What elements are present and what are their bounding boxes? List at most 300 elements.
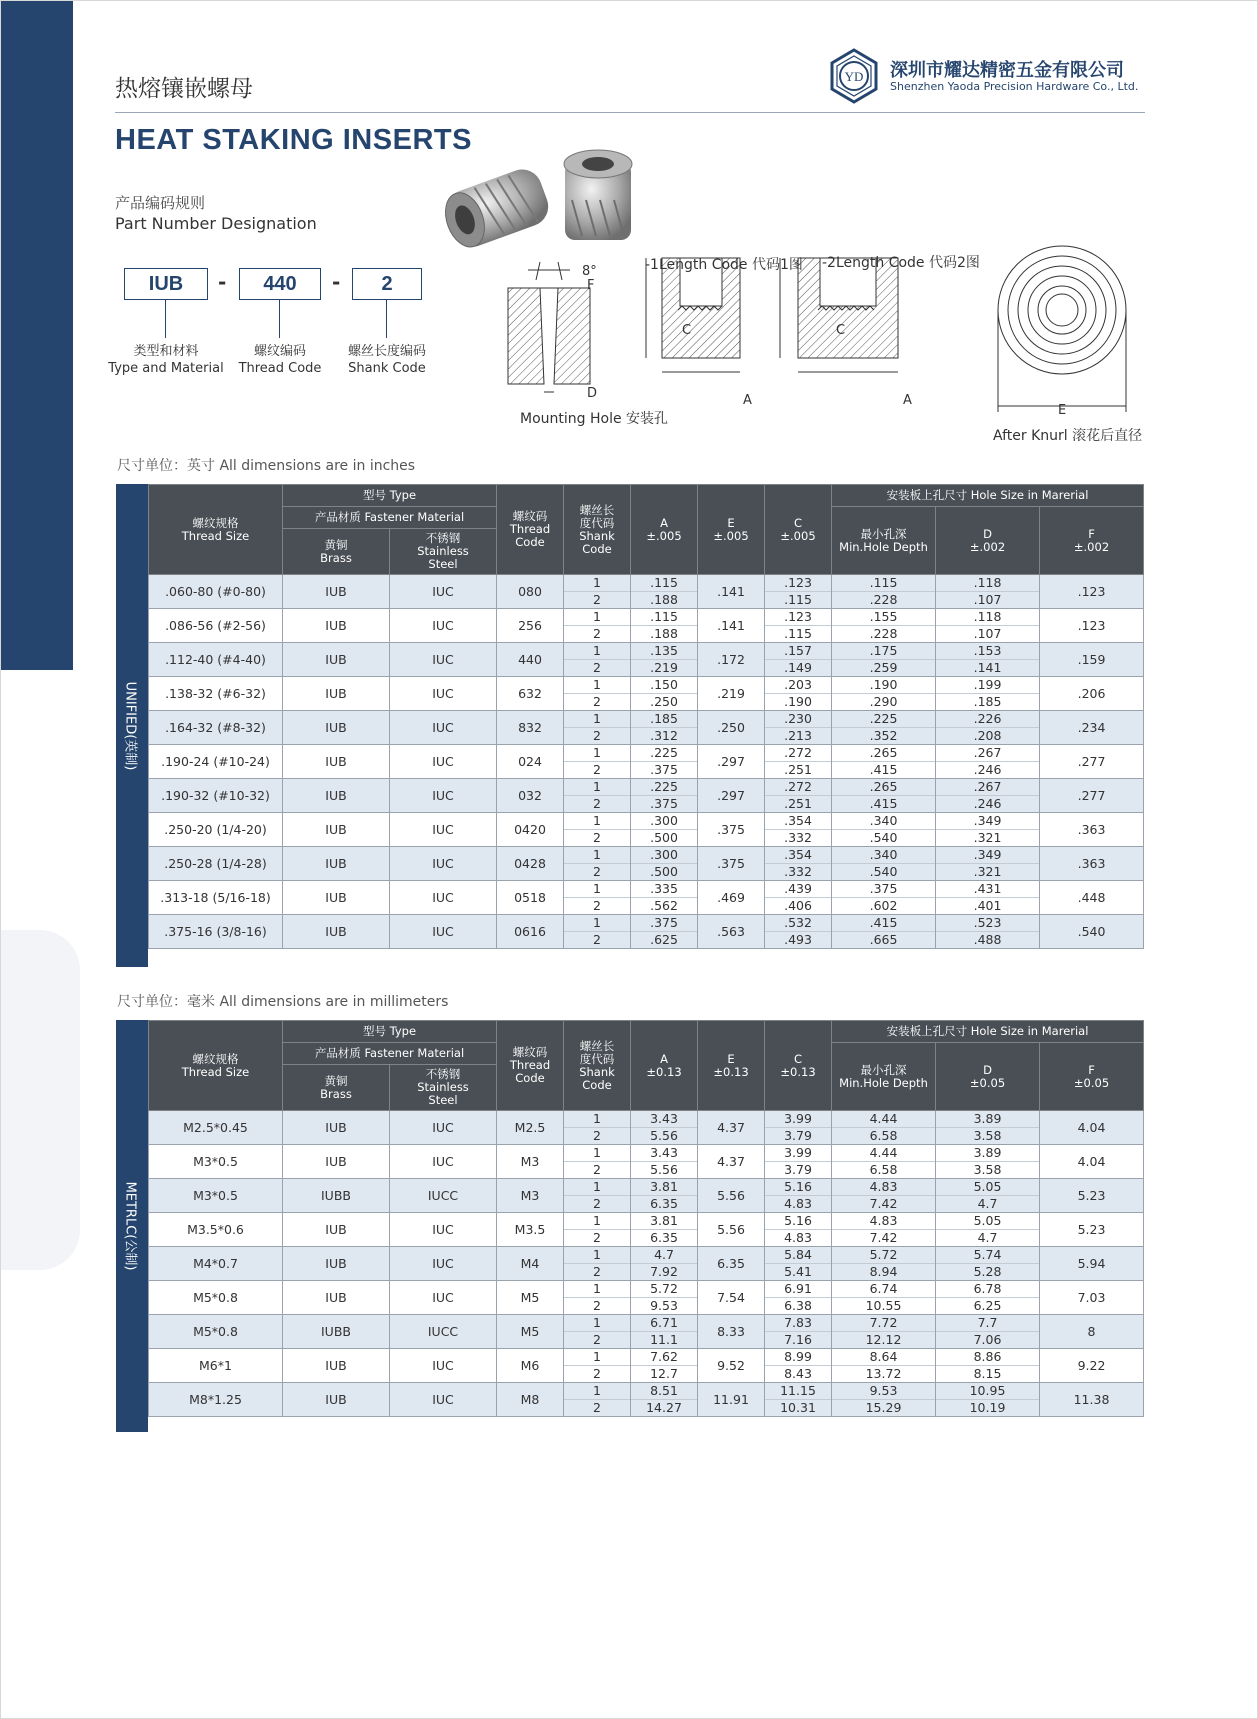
cell-stainless: IUC <box>390 847 497 881</box>
cell-a: .562 <box>631 898 698 915</box>
cell-a: .312 <box>631 728 698 745</box>
code-dash: - <box>218 270 227 294</box>
cell-min-depth: .259 <box>832 660 936 677</box>
table-row-group <box>149 847 1144 881</box>
cell-shank-code: 1 <box>564 1281 631 1298</box>
cell-e: .250 <box>698 711 765 745</box>
cell-thread-size: .190-32 (#10-32) <box>149 779 283 813</box>
cell-min-depth: 7.42 <box>832 1196 936 1213</box>
cell-a: .300 <box>631 847 698 864</box>
cell-a: .225 <box>631 745 698 762</box>
designation-heading-en: Part Number Designation <box>115 214 317 233</box>
cell-c: .123 <box>765 575 832 592</box>
cell-d: 8.15 <box>936 1366 1040 1383</box>
table-row-group <box>149 813 1144 847</box>
background-silhouette <box>0 930 80 1270</box>
cell-shank-code: 1 <box>564 1179 631 1196</box>
cell-a: 7.92 <box>631 1264 698 1281</box>
cell-c: 3.99 <box>765 1145 832 1162</box>
cell-f: 5.94 <box>1040 1247 1144 1281</box>
cell-min-depth: 13.72 <box>832 1366 936 1383</box>
cell-min-depth: 6.74 <box>832 1281 936 1298</box>
cell-f: .540 <box>1040 915 1144 949</box>
cell-min-depth: 8.64 <box>832 1349 936 1366</box>
cell-thread-code: M6 <box>497 1349 564 1383</box>
unified-spec-table <box>148 484 1144 949</box>
cell-shank-code: 1 <box>564 881 631 898</box>
cell-thread-size: M5*0.8 <box>149 1315 283 1349</box>
cell-thread-code: 632 <box>497 677 564 711</box>
cell-e: .297 <box>698 779 765 813</box>
cell-f: 4.04 <box>1040 1145 1144 1179</box>
company-name-en: Shenzhen Yaoda Precision Hardware Co., Ltd. <box>890 80 1139 93</box>
cell-f: 11.38 <box>1040 1383 1144 1417</box>
cell-min-depth: .225 <box>832 711 936 728</box>
cell-c: .354 <box>765 813 832 830</box>
cell-d: .246 <box>936 796 1040 813</box>
insert-photo-side <box>440 164 554 253</box>
angle-label: 8° <box>582 264 597 279</box>
cell-c: .203 <box>765 677 832 694</box>
cell-thread-code: 0616 <box>497 915 564 949</box>
cell-d: 7.06 <box>936 1332 1040 1349</box>
table-row-group <box>149 1247 1144 1281</box>
cell-c: .354 <box>765 847 832 864</box>
cell-c: .493 <box>765 932 832 949</box>
th-thread-code: 螺纹码 Thread Code <box>497 1021 564 1111</box>
cell-c: .149 <box>765 660 832 677</box>
cell-stainless: IUC <box>390 1349 497 1383</box>
cell-brass: IUB <box>283 1111 390 1145</box>
cell-a: 3.81 <box>631 1213 698 1230</box>
cell-d: .153 <box>936 643 1040 660</box>
dim-c-label: C <box>836 323 846 338</box>
cell-a: .500 <box>631 830 698 847</box>
cell-a: .375 <box>631 796 698 813</box>
cell-stainless: IUC <box>390 813 497 847</box>
cell-stainless: IUC <box>390 881 497 915</box>
cell-a: .375 <box>631 915 698 932</box>
code-box-type: IUB <box>124 268 208 300</box>
cell-e: 11.91 <box>698 1383 765 1417</box>
cell-min-depth: .265 <box>832 745 936 762</box>
cell-stainless: IUC <box>390 575 497 609</box>
th-material: 产品材质 Fastener Material <box>283 1043 497 1065</box>
cell-shank-code: 1 <box>564 609 631 626</box>
cell-c: .213 <box>765 728 832 745</box>
cell-thread-code: 440 <box>497 643 564 677</box>
cell-f: .277 <box>1040 745 1144 779</box>
cell-shank-code: 2 <box>564 1400 631 1417</box>
cell-min-depth: .540 <box>832 830 936 847</box>
cell-d: .349 <box>936 813 1040 830</box>
table-row-group <box>149 1349 1144 1383</box>
cell-shank-code: 2 <box>564 660 631 677</box>
cell-thread-size: .250-20 (1/4-20) <box>149 813 283 847</box>
designation-heading-cn: 产品编码规则 <box>115 194 206 212</box>
dim-c-label: C <box>682 323 692 338</box>
cell-shank-code: 2 <box>564 694 631 711</box>
length-code-2-label: -2Length Code 代码2图 <box>822 255 980 271</box>
cell-thread-size: .138-32 (#6-32) <box>149 677 283 711</box>
length-code-1-label: -1Length Code 代码1图 <box>645 257 803 273</box>
cell-shank-code: 1 <box>564 1315 631 1332</box>
th-type: 型号 Type <box>283 485 497 507</box>
cell-c: .115 <box>765 592 832 609</box>
cell-shank-code: 2 <box>564 592 631 609</box>
th-shank-code: 螺丝长 度代码 Shank Code <box>564 1021 631 1111</box>
cell-min-depth: .228 <box>832 626 936 643</box>
cell-a: 8.51 <box>631 1383 698 1400</box>
cell-stainless: IUC <box>390 1213 497 1247</box>
cell-shank-code: 1 <box>564 1349 631 1366</box>
cell-min-depth: .602 <box>832 898 936 915</box>
cell-d: .321 <box>936 864 1040 881</box>
cell-a: 9.53 <box>631 1298 698 1315</box>
cell-shank-code: 2 <box>564 762 631 779</box>
cell-min-depth: .415 <box>832 762 936 779</box>
cell-e: .141 <box>698 575 765 609</box>
table-row-group <box>149 677 1144 711</box>
cell-c: .439 <box>765 881 832 898</box>
mounting-hole-label: Mounting Hole 安装孔 <box>520 411 669 427</box>
cell-e: .375 <box>698 813 765 847</box>
cell-a: 4.7 <box>631 1247 698 1264</box>
th-f: F ±.002 <box>1040 507 1144 575</box>
cell-f: 8 <box>1040 1315 1144 1349</box>
cell-shank-code: 2 <box>564 626 631 643</box>
cell-brass: IUB <box>283 847 390 881</box>
cell-min-depth: 10.55 <box>832 1298 936 1315</box>
cell-thread-code: 0518 <box>497 881 564 915</box>
cell-brass: IUB <box>283 915 390 949</box>
table-row-group <box>149 745 1144 779</box>
cell-thread-code: 0428 <box>497 847 564 881</box>
cell-shank-code: 2 <box>564 830 631 847</box>
cell-c: .332 <box>765 830 832 847</box>
main-title: HEAT STAKING INSERTS <box>115 124 472 156</box>
cell-d: .523 <box>936 915 1040 932</box>
cell-e: .563 <box>698 915 765 949</box>
cell-stainless: IUC <box>390 1111 497 1145</box>
cell-min-depth: .155 <box>832 609 936 626</box>
cell-c: 6.38 <box>765 1298 832 1315</box>
cell-min-depth: .415 <box>832 915 936 932</box>
cell-c: 4.83 <box>765 1230 832 1247</box>
cell-e: 4.37 <box>698 1111 765 1145</box>
cell-c: 5.84 <box>765 1247 832 1264</box>
cell-shank-code: 2 <box>564 1366 631 1383</box>
cell-shank-code: 2 <box>564 898 631 915</box>
cell-brass: IUB <box>283 779 390 813</box>
cell-d: .118 <box>936 609 1040 626</box>
cell-a: .225 <box>631 779 698 796</box>
code-label-en: Shank Code <box>348 361 426 376</box>
th-c: C ±0.13 <box>765 1021 832 1111</box>
cell-f: .159 <box>1040 643 1144 677</box>
unit-note-mm: 尺寸单位：毫米 All dimensions are in millimeters <box>117 994 449 1010</box>
cell-d: 6.78 <box>936 1281 1040 1298</box>
cell-shank-code: 1 <box>564 745 631 762</box>
cell-d: 5.74 <box>936 1247 1040 1264</box>
table-row-group <box>149 881 1144 915</box>
page-title-cn: 热熔镶嵌螺母 <box>115 76 253 102</box>
metric-table-section <box>116 1020 1143 1432</box>
cell-min-depth: 4.83 <box>832 1179 936 1196</box>
cell-min-depth: .290 <box>832 694 936 711</box>
cell-a: 3.81 <box>631 1179 698 1196</box>
cell-d: .401 <box>936 898 1040 915</box>
code-label-cn: 螺丝长度编码 <box>347 344 426 359</box>
metric-spec-table <box>148 1020 1144 1417</box>
th-stainless: 不锈钢 Stainless Steel <box>390 529 497 575</box>
cell-thread-code: M5 <box>497 1281 564 1315</box>
cell-c: 4.83 <box>765 1196 832 1213</box>
th-min-depth: 最小孔深 Min.Hole Depth <box>832 1043 936 1111</box>
cell-a: 6.35 <box>631 1230 698 1247</box>
cell-stainless: IUC <box>390 643 497 677</box>
code-label-shank <box>317 343 457 377</box>
table-row-group <box>149 609 1144 643</box>
cell-thread-code: 832 <box>497 711 564 745</box>
after-knurl-drawing <box>998 246 1126 412</box>
cell-c: 3.99 <box>765 1111 832 1128</box>
cell-min-depth: 4.44 <box>832 1111 936 1128</box>
cell-shank-code: 2 <box>564 1332 631 1349</box>
cell-a: .150 <box>631 677 698 694</box>
cell-brass: IUB <box>283 1281 390 1315</box>
cell-shank-code: 1 <box>564 1145 631 1162</box>
cell-e: 4.37 <box>698 1145 765 1179</box>
cell-d: .199 <box>936 677 1040 694</box>
code-label-en: Type and Material <box>108 361 224 376</box>
cell-brass: IUB <box>283 575 390 609</box>
dim-f-label: F <box>587 278 595 293</box>
cell-c: 6.91 <box>765 1281 832 1298</box>
cell-a: 6.71 <box>631 1315 698 1332</box>
cell-c: .251 <box>765 796 832 813</box>
cell-a: .375 <box>631 762 698 779</box>
table-row-group <box>149 779 1144 813</box>
th-thread-code: 螺纹码 Thread Code <box>497 485 564 575</box>
insert-photo-front <box>564 150 632 240</box>
cell-d: 5.28 <box>936 1264 1040 1281</box>
cell-c: 5.16 <box>765 1179 832 1196</box>
table-row-group <box>149 575 1144 609</box>
table-row-group <box>149 1145 1144 1179</box>
cell-brass: IUBB <box>283 1179 390 1213</box>
unit-note-inches: 尺寸单位：英寸 All dimensions are in inches <box>117 458 416 474</box>
cell-a: .300 <box>631 813 698 830</box>
cell-shank-code: 1 <box>564 575 631 592</box>
cell-d: .488 <box>936 932 1040 949</box>
table-row-group <box>149 711 1144 745</box>
cell-a: 3.43 <box>631 1145 698 1162</box>
cell-d: 5.05 <box>936 1213 1040 1230</box>
cell-thread-code: M3 <box>497 1145 564 1179</box>
cell-thread-size: M6*1 <box>149 1349 283 1383</box>
cell-e: 8.33 <box>698 1315 765 1349</box>
code-label-en: Thread Code <box>238 361 322 376</box>
cell-a: .500 <box>631 864 698 881</box>
cell-c: 7.83 <box>765 1315 832 1332</box>
th-brass: 黄铜 Brass <box>283 529 390 575</box>
cell-e: 7.54 <box>698 1281 765 1315</box>
length-code-1-drawing <box>646 258 740 372</box>
cell-min-depth: .340 <box>832 847 936 864</box>
th-material: 产品材质 Fastener Material <box>283 507 497 529</box>
cell-thread-code: M3.5 <box>497 1213 564 1247</box>
cell-a: 7.62 <box>631 1349 698 1366</box>
table-row-group <box>149 1111 1144 1145</box>
cell-d: 10.19 <box>936 1400 1040 1417</box>
cell-d: .208 <box>936 728 1040 745</box>
technical-drawings <box>440 140 1160 440</box>
cell-thread-code: 256 <box>497 609 564 643</box>
cell-thread-size: .060-80 (#0-80) <box>149 575 283 609</box>
th-shank-code: 螺丝长 度代码 Shank Code <box>564 485 631 575</box>
cell-d: .118 <box>936 575 1040 592</box>
cell-a: .115 <box>631 609 698 626</box>
cell-d: .267 <box>936 779 1040 796</box>
cell-d: 6.25 <box>936 1298 1040 1315</box>
cell-stainless: IUC <box>390 915 497 949</box>
after-knurl-label: After Knurl 滚花后直径 <box>993 428 1143 444</box>
cell-f: 7.03 <box>1040 1281 1144 1315</box>
cell-a: .185 <box>631 711 698 728</box>
cell-a: .335 <box>631 881 698 898</box>
cell-brass: IUB <box>283 1383 390 1417</box>
company-name-cn: 深圳市耀达精密五金有限公司 <box>890 60 1124 81</box>
table-row-group <box>149 1213 1144 1247</box>
cell-thread-size: .250-28 (1/4-28) <box>149 847 283 881</box>
th-stainless: 不锈钢 Stainless Steel <box>390 1065 497 1111</box>
cell-d: 3.58 <box>936 1162 1040 1179</box>
cell-d: .226 <box>936 711 1040 728</box>
length-code-2-drawing <box>780 258 898 372</box>
cell-stainless: IUCC <box>390 1179 497 1213</box>
unified-side-label-text: UNIFIED(英制) <box>122 681 138 770</box>
cell-e: 5.56 <box>698 1213 765 1247</box>
cell-shank-code: 1 <box>564 677 631 694</box>
cell-stainless: IUC <box>390 1145 497 1179</box>
code-dash: - <box>332 270 341 294</box>
cell-shank-code: 2 <box>564 1128 631 1145</box>
cell-d: .267 <box>936 745 1040 762</box>
cell-shank-code: 1 <box>564 1383 631 1400</box>
table-row-group <box>149 1281 1144 1315</box>
cell-brass: IUB <box>283 643 390 677</box>
cell-c: .272 <box>765 779 832 796</box>
cell-min-depth: .265 <box>832 779 936 796</box>
cell-thread-size: .086-56 (#2-56) <box>149 609 283 643</box>
unified-side-label <box>116 484 148 967</box>
cell-a: .250 <box>631 694 698 711</box>
cell-a: .625 <box>631 932 698 949</box>
th-brass: 黄铜 Brass <box>283 1065 390 1111</box>
cell-c: .406 <box>765 898 832 915</box>
cell-min-depth: 5.72 <box>832 1247 936 1264</box>
cell-shank-code: 2 <box>564 932 631 949</box>
cell-a: 5.56 <box>631 1128 698 1145</box>
code-label-cn: 螺纹编码 <box>253 344 306 359</box>
cell-f: 5.23 <box>1040 1179 1144 1213</box>
cell-d: .349 <box>936 847 1040 864</box>
code-leader-line <box>165 300 166 338</box>
cell-d: 5.05 <box>936 1179 1040 1196</box>
table-row-group <box>149 1383 1144 1417</box>
cell-f: .363 <box>1040 847 1144 881</box>
cell-min-depth: 7.42 <box>832 1230 936 1247</box>
th-f: F ±0.05 <box>1040 1043 1144 1111</box>
code-box-thread: 440 <box>239 268 321 300</box>
cell-min-depth: 6.58 <box>832 1128 936 1145</box>
cell-a: .219 <box>631 660 698 677</box>
cell-f: .123 <box>1040 575 1144 609</box>
cell-shank-code: 2 <box>564 1196 631 1213</box>
cell-brass: IUB <box>283 1145 390 1179</box>
cell-stainless: IUC <box>390 745 497 779</box>
cell-e: 6.35 <box>698 1247 765 1281</box>
cell-d: 7.7 <box>936 1315 1040 1332</box>
cell-thread-size: .164-32 (#8-32) <box>149 711 283 745</box>
cell-a: 14.27 <box>631 1400 698 1417</box>
cell-c: 7.16 <box>765 1332 832 1349</box>
th-e: E ±0.13 <box>698 1021 765 1111</box>
cell-d: 3.89 <box>936 1145 1040 1162</box>
cell-c: 10.31 <box>765 1400 832 1417</box>
cell-a: 12.7 <box>631 1366 698 1383</box>
cell-a: .135 <box>631 643 698 660</box>
cell-e: .469 <box>698 881 765 915</box>
cell-shank-code: 1 <box>564 711 631 728</box>
cell-thread-size: M8*1.25 <box>149 1383 283 1417</box>
cell-d: 10.95 <box>936 1383 1040 1400</box>
th-e: E ±.005 <box>698 485 765 575</box>
th-hole-size: 安装板上孔尺寸 Hole Size in Marerial <box>832 485 1144 507</box>
cell-min-depth: .340 <box>832 813 936 830</box>
cell-min-depth: 8.94 <box>832 1264 936 1281</box>
cell-c: .190 <box>765 694 832 711</box>
cell-thread-code: M8 <box>497 1383 564 1417</box>
cell-shank-code: 1 <box>564 643 631 660</box>
cell-min-depth: .415 <box>832 796 936 813</box>
cell-c: .532 <box>765 915 832 932</box>
cell-shank-code: 1 <box>564 813 631 830</box>
cell-thread-size: .190-24 (#10-24) <box>149 745 283 779</box>
cell-c: .123 <box>765 609 832 626</box>
cell-f: 9.22 <box>1040 1349 1144 1383</box>
cell-min-depth: .175 <box>832 643 936 660</box>
cell-min-depth: 12.12 <box>832 1332 936 1349</box>
cell-a: 5.72 <box>631 1281 698 1298</box>
cell-shank-code: 1 <box>564 915 631 932</box>
dim-a-label: A <box>903 393 912 408</box>
cell-c: .332 <box>765 864 832 881</box>
cell-brass: IUBB <box>283 1315 390 1349</box>
cell-brass: IUB <box>283 745 390 779</box>
code-leader-line <box>386 300 387 338</box>
cell-d: 3.58 <box>936 1128 1040 1145</box>
cell-shank-code: 1 <box>564 847 631 864</box>
cell-e: .141 <box>698 609 765 643</box>
cell-a: 11.1 <box>631 1332 698 1349</box>
cell-min-depth: .352 <box>832 728 936 745</box>
cell-brass: IUB <box>283 677 390 711</box>
cell-d: .321 <box>936 830 1040 847</box>
logo-text: YD <box>844 69 864 84</box>
code-label-cn: 类型和材料 <box>133 344 199 359</box>
